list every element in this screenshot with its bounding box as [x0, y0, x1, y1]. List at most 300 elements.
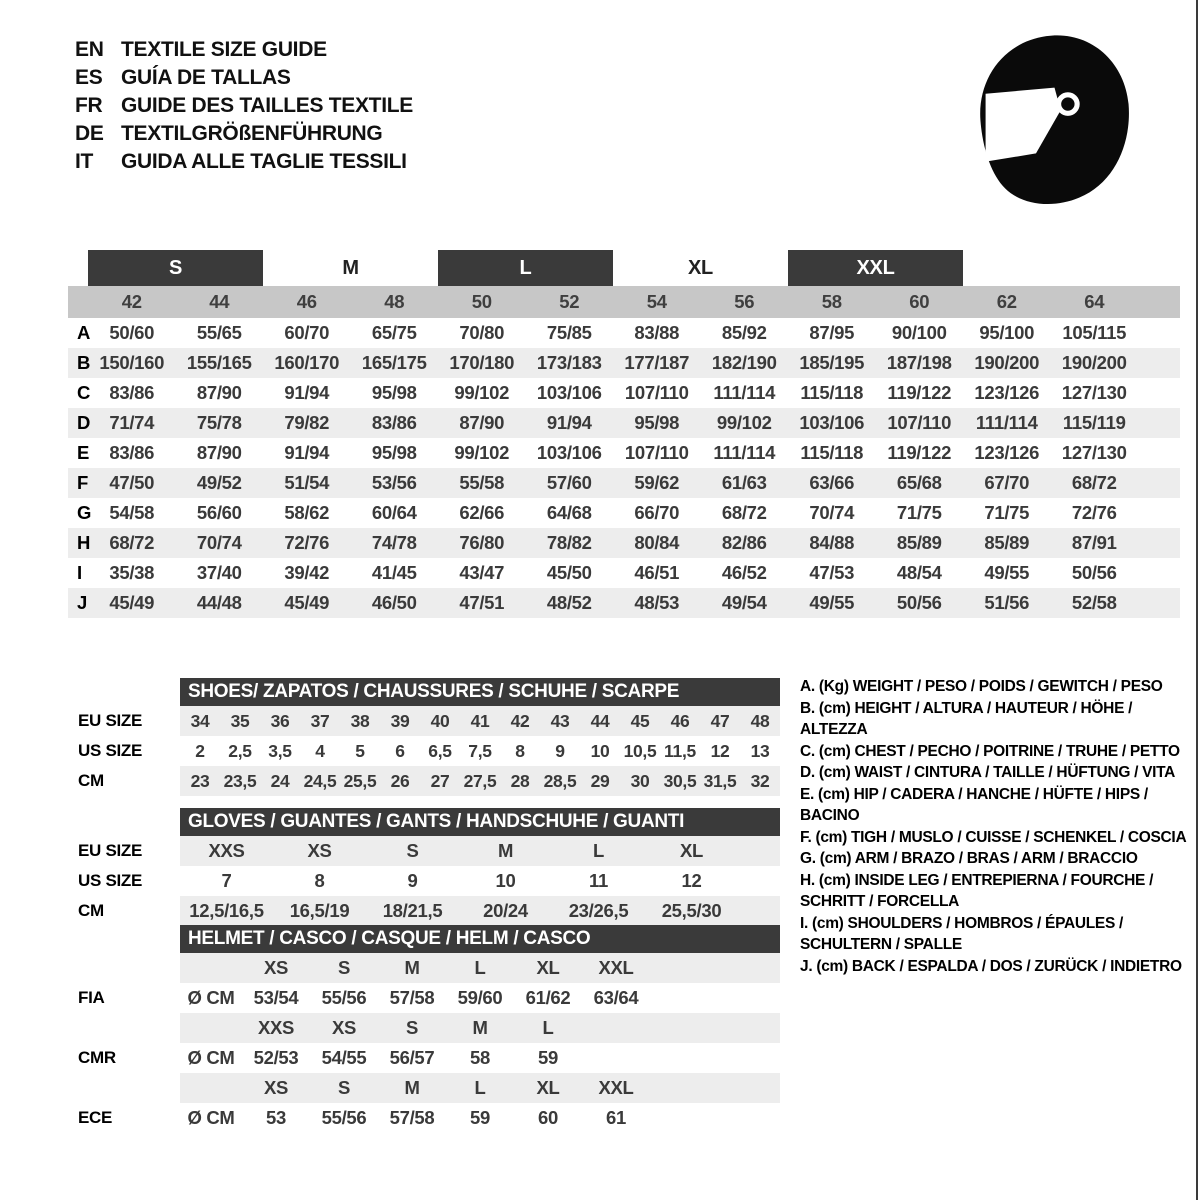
measurement-value: 85/89 — [896, 532, 942, 553]
measurement-value: 76/80 — [459, 532, 505, 553]
measurement-value: 87/95 — [809, 322, 855, 343]
value-cell: 59/60 — [457, 987, 503, 1008]
helmet-sizes-fia-values — [180, 953, 780, 983]
measurement-value: 90/100 — [891, 322, 947, 343]
measurement-row-b — [68, 348, 1180, 378]
measurement-value: 111/114 — [713, 442, 776, 463]
measurement-value: 103/106 — [536, 382, 602, 403]
value-cell: 24,5 — [303, 770, 337, 791]
value-cell: 23,5 — [223, 770, 257, 791]
measurement-value: 70/80 — [459, 322, 505, 343]
measurement-value: 54/58 — [109, 502, 155, 523]
value-cell: XS — [307, 840, 332, 861]
measurement-row-c — [68, 378, 1180, 408]
measurement-value: 123/126 — [974, 442, 1040, 463]
value-cell: 13 — [750, 740, 770, 761]
value-cell: 2 — [195, 740, 205, 761]
helmet-sizes-fia — [68, 953, 780, 983]
measurement-value: 62/66 — [459, 502, 505, 523]
measurement-value: 107/110 — [624, 442, 689, 463]
measurement-value: 99/102 — [454, 382, 510, 403]
value-cell: 55/56 — [321, 1107, 367, 1128]
legend-item-h: H. (cm) INSIDE LEG / ENTREPIERNA / FOURCHE / SCHRITT / FORCELLA — [800, 871, 1154, 910]
legend-item-f: F. (cm) TIGH / MUSLO / CUISSE / SCHENKEL / COSCIA — [800, 828, 1187, 846]
measurement-value: 50/60 — [109, 322, 155, 343]
value-cell: S — [405, 1017, 419, 1038]
value-cell: 9 — [407, 870, 418, 891]
value-cell: 53/54 — [253, 987, 299, 1008]
textile-size-table — [68, 250, 1180, 618]
row-letter-c: C — [77, 382, 91, 403]
measurement-value: 185/195 — [799, 352, 865, 373]
helmet-table — [68, 925, 780, 1133]
measurement-value: 87/90 — [459, 412, 505, 433]
measurement-row-e — [68, 438, 1180, 468]
legend-item-a: A. (Kg) WEIGHT / PESO / POIDS / GEWITCH / PESO — [800, 678, 1163, 695]
size-group-xxl: XXL — [788, 250, 963, 286]
helmet-values-fia-values — [180, 983, 780, 1013]
value-cell: 45 — [630, 710, 650, 731]
measurement-value: 39/42 — [284, 562, 330, 583]
value-cell: 11,5 — [664, 740, 696, 761]
band-spacer — [68, 286, 88, 318]
measurement-value: 59/62 — [634, 472, 680, 493]
helmet-values-ece-unit: Ø CM — [187, 1107, 235, 1128]
value-cell: 6,5 — [428, 740, 452, 761]
page-title-fr: GUIDE DES TAILLES TEXTILE — [121, 94, 413, 117]
lang-code: FR — [75, 94, 103, 117]
measurement-rows — [68, 318, 1180, 618]
gloves-table — [68, 808, 780, 926]
helmet-values-fia-label: FIA — [78, 988, 105, 1007]
value-cell: 2,5 — [228, 740, 252, 761]
value-cell: 12 — [681, 870, 702, 891]
size-group-s: S — [88, 250, 263, 286]
shoes-row — [68, 706, 780, 736]
legend-item-c: C. (cm) CHEST / PECHO / POITRINE / TRUHE / PETTO — [800, 742, 1180, 760]
measurement-value: 49/55 — [984, 562, 1030, 583]
helmet-values-ece-label: ECE — [78, 1108, 113, 1127]
shoes-row-values — [180, 706, 780, 736]
lang-row-it — [75, 148, 413, 176]
value-cell: 7,5 — [468, 740, 492, 761]
measurement-value: 190/200 — [974, 352, 1040, 373]
helmet-sizes-fia-label — [68, 953, 180, 983]
measurement-value: 70/74 — [809, 502, 855, 523]
measurement-value: 79/82 — [284, 412, 330, 433]
value-cell: 63/64 — [593, 987, 639, 1008]
value-cell: 57/58 — [389, 1107, 435, 1128]
lang-row-en — [75, 36, 413, 64]
measurement-value: 41/45 — [371, 562, 417, 583]
measurement-value: 64/68 — [546, 502, 592, 523]
measurement-value: 37/40 — [196, 562, 242, 583]
lang-row-fr — [75, 92, 413, 120]
measurement-value: 60/70 — [284, 322, 330, 343]
measurement-value: 119/122 — [887, 442, 952, 463]
value-cell: S — [337, 1077, 351, 1098]
value-cell: XXL — [598, 957, 634, 978]
value-cell: 10 — [495, 870, 516, 891]
gloves-table-title: GLOVES / GUANTES / GANTS / HANDSCHUHE / GUANTI — [180, 808, 780, 836]
value-cell: M — [404, 957, 420, 978]
value-cell: 32 — [750, 770, 770, 791]
value-cell: 12 — [710, 740, 730, 761]
gloves-row-values — [180, 836, 780, 866]
value-cell: L — [474, 957, 486, 978]
helmet-sizes-cmr-values — [180, 1013, 780, 1043]
value-cell: 7 — [221, 870, 232, 891]
size-column-60: 60 — [909, 291, 930, 312]
measurement-value: 111/114 — [975, 412, 1038, 433]
shoes-row-values — [180, 766, 780, 796]
measurement-value: 155/165 — [186, 352, 252, 373]
value-cell: XL — [536, 1077, 560, 1098]
measurement-value: 83/86 — [371, 412, 417, 433]
value-cell: XS — [331, 1017, 357, 1038]
measurement-value: 87/90 — [196, 382, 242, 403]
measurement-value: 63/66 — [809, 472, 855, 493]
value-cell: 34 — [190, 710, 210, 731]
value-cell: 59 — [470, 1107, 490, 1128]
measurement-value: 53/56 — [371, 472, 417, 493]
measurement-value: 75/85 — [546, 322, 592, 343]
row-letter-d: D — [77, 412, 91, 433]
row-letter-a: A — [77, 322, 91, 343]
gloves-rows — [68, 836, 780, 926]
measurement-value: 173/183 — [536, 352, 602, 373]
value-cell: 28 — [510, 770, 530, 791]
legend-item-d: D. (cm) WAIST / CINTURA / TAILLE / HÜFTUNG / VITA — [800, 764, 1176, 781]
value-cell: 29 — [590, 770, 610, 791]
size-column-44: 44 — [209, 291, 230, 312]
helmet-sizes-fia-unit — [180, 953, 242, 983]
row-letter-j: J — [77, 592, 87, 613]
lang-code: DE — [75, 122, 104, 145]
helmet-sizes-cmr — [68, 1013, 780, 1043]
value-cell: 31,5 — [703, 770, 737, 791]
measurement-row-h — [68, 528, 1180, 558]
value-cell: 8 — [515, 740, 525, 761]
measurement-value: 55/65 — [196, 322, 242, 343]
value-cell: L — [592, 840, 604, 861]
shoes-table-title: SHOES/ ZAPATOS / CHAUSSURES / SCHUHE / SCARPE — [180, 678, 780, 706]
measurement-value: 177/187 — [624, 352, 690, 373]
measurement-value: 68/72 — [721, 502, 767, 523]
helmet-table-title: HELMET / CASCO / CASQUE / HELM / CASCO — [180, 925, 780, 953]
measurement-value: 85/92 — [721, 322, 767, 343]
measurement-value: 75/78 — [196, 412, 242, 433]
language-title-list — [75, 36, 413, 176]
measurement-value: 107/110 — [624, 382, 689, 403]
helmet-values-cmr-values — [180, 1043, 780, 1073]
value-cell: 47 — [710, 710, 730, 731]
lang-row-es — [75, 64, 413, 92]
shoes-row-label: US SIZE — [78, 741, 143, 760]
measurement-value: 51/56 — [984, 592, 1030, 613]
value-cell: 56/57 — [389, 1047, 435, 1068]
value-cell: 46 — [670, 710, 690, 731]
row-letter-i: I — [77, 562, 82, 583]
measurement-value: 170/180 — [449, 352, 515, 373]
value-cell: 8 — [314, 870, 325, 891]
value-cell: 6 — [395, 740, 405, 761]
shoes-row — [68, 736, 780, 766]
measurement-value: 160/170 — [274, 352, 340, 373]
measurement-value: 70/74 — [196, 532, 242, 553]
legend-item-b: B. (cm) HEIGHT / ALTURA / HAUTEUR / HÖHE / ALTEZZA — [800, 699, 1133, 738]
lang-row-de — [75, 120, 413, 148]
measurement-value: 35/38 — [109, 562, 155, 583]
size-group-xl: XL — [688, 256, 713, 279]
page-title-es: GUÍA DE TALLAS — [121, 66, 291, 89]
measurement-value: 85/89 — [984, 532, 1030, 553]
measurement-value: 48/52 — [546, 592, 592, 613]
measurement-value: 49/55 — [809, 592, 855, 613]
page-title: TEXTILE SIZE GUIDE — [121, 38, 327, 61]
measurement-value: 87/91 — [1071, 532, 1117, 553]
row-letter-e: E — [77, 442, 90, 463]
measurement-value: 95/98 — [371, 382, 417, 403]
measurement-value: 56/60 — [196, 502, 242, 523]
size-column-62: 62 — [996, 291, 1017, 312]
value-cell: 36 — [270, 710, 290, 731]
measurement-value: 49/54 — [721, 592, 767, 613]
measurement-value: 47/53 — [809, 562, 855, 583]
size-group-header-row — [68, 250, 1180, 286]
value-cell: 43 — [550, 710, 570, 731]
measurement-value: 46/52 — [721, 562, 767, 583]
value-cell: 35 — [230, 710, 250, 731]
measurement-value: 127/130 — [1061, 442, 1127, 463]
measurement-value: 103/106 — [536, 442, 602, 463]
shoes-row-values — [180, 736, 780, 766]
legend-item-i: I. (cm) SHOULDERS / HOMBROS / ÉPAULES / SCHULTERN / SPALLE — [800, 914, 1124, 953]
size-column-64: 64 — [1084, 291, 1105, 312]
size-column-48: 48 — [384, 291, 405, 312]
value-cell: 57/58 — [389, 987, 435, 1008]
shoes-row-label: CM — [78, 771, 104, 790]
size-group-m: M — [342, 256, 359, 279]
measurement-value: 115/118 — [800, 442, 864, 463]
value-cell: 27 — [430, 770, 450, 791]
measurement-value: 150/160 — [99, 352, 165, 373]
measurement-value: 52/58 — [1071, 592, 1117, 613]
page-edge-line — [1196, 0, 1198, 1200]
value-cell: 61 — [606, 1107, 626, 1128]
lang-code: IT — [75, 150, 94, 173]
value-cell: 30,5 — [663, 770, 697, 791]
legend-item-j: J. (cm) BACK / ESPALDA / DOS / ZURÜCK / INDIETRO — [800, 957, 1182, 975]
value-cell: S — [406, 840, 419, 861]
helmet-values-fia — [68, 983, 780, 1013]
measurement-value: 87/90 — [196, 442, 242, 463]
value-cell: 25,5 — [343, 770, 377, 791]
measurement-value: 115/119 — [1062, 412, 1126, 433]
size-column-56: 56 — [734, 291, 755, 312]
measurement-value: 190/200 — [1061, 352, 1127, 373]
value-cell: XXS — [208, 840, 245, 861]
measurement-value: 95/100 — [979, 322, 1035, 343]
value-cell: 28,5 — [543, 770, 577, 791]
measurement-value: 127/130 — [1061, 382, 1127, 403]
measurement-row-i — [68, 558, 1180, 588]
value-cell: L — [474, 1077, 486, 1098]
measurement-value: 91/94 — [284, 442, 330, 463]
measurement-value: 57/60 — [546, 472, 592, 493]
value-cell: 48 — [750, 710, 770, 731]
legend-item-g: G. (cm) ARM / BRAZO / BRAS / ARM / BRACCIO — [800, 850, 1138, 867]
measurement-value: 65/68 — [896, 472, 942, 493]
helmet-sizes-ece-label — [68, 1073, 180, 1103]
value-cell: XL — [679, 840, 704, 861]
measurement-value: 65/75 — [371, 322, 417, 343]
measurement-value: 95/98 — [634, 412, 680, 433]
helmet-sizes-ece-values — [180, 1073, 780, 1103]
measurement-value: 119/122 — [887, 382, 952, 403]
helmet-values-cmr-unit: Ø CM — [187, 1047, 235, 1068]
row-letter-h: H — [77, 532, 91, 553]
row-letter-g: G — [77, 502, 92, 523]
size-column-50: 50 — [471, 291, 492, 312]
measurement-value: 72/76 — [284, 532, 330, 553]
value-cell: 59 — [538, 1047, 558, 1068]
value-cell: 55/56 — [321, 987, 367, 1008]
value-cell: M — [404, 1077, 420, 1098]
value-cell: L — [542, 1017, 554, 1038]
measurement-value: 46/50 — [371, 592, 417, 613]
value-cell: XXS — [257, 1017, 295, 1038]
value-cell: 12,5/16,5 — [189, 900, 264, 921]
measurement-value: 115/118 — [800, 382, 864, 403]
gloves-row-values — [180, 866, 780, 896]
value-cell: 41 — [470, 710, 490, 731]
measurement-value: 71/75 — [896, 502, 942, 523]
gloves-row-label: US SIZE — [78, 871, 143, 890]
value-cell: 54/55 — [321, 1047, 367, 1068]
measurement-legend — [800, 676, 1188, 977]
helmet-values-cmr-label: CMR — [78, 1048, 116, 1067]
gloves-row-label: EU SIZE — [78, 841, 143, 860]
value-cell: 9 — [555, 740, 565, 761]
helmet-values-fia-unit: Ø CM — [187, 987, 235, 1008]
value-cell: 18/21,5 — [382, 900, 443, 921]
value-cell: 23/26,5 — [568, 900, 629, 921]
value-cell: 40 — [430, 710, 450, 731]
value-cell: 10 — [590, 740, 610, 761]
value-cell: 58 — [470, 1047, 490, 1068]
measurement-value: 91/94 — [546, 412, 592, 433]
measurement-value: 165/175 — [361, 352, 427, 373]
measurement-value: 74/78 — [371, 532, 417, 553]
size-column-52: 52 — [559, 291, 580, 312]
measurement-value: 99/102 — [454, 442, 510, 463]
gloves-row — [68, 896, 780, 926]
shoes-row — [68, 766, 780, 796]
value-cell: 61/62 — [525, 987, 571, 1008]
measurement-value: 66/70 — [634, 502, 680, 523]
value-cell: 4 — [315, 740, 325, 761]
measurement-value: 123/126 — [974, 382, 1040, 403]
measurement-value: 68/72 — [1071, 472, 1117, 493]
value-cell: XL — [536, 957, 560, 978]
size-column-58: 58 — [821, 291, 842, 312]
measurement-row-f — [68, 468, 1180, 498]
value-cell: XS — [263, 957, 289, 978]
measurement-row-g — [68, 498, 1180, 528]
gloves-row — [68, 836, 780, 866]
measurement-value: 50/56 — [1071, 562, 1117, 583]
measurement-value: 55/58 — [459, 472, 505, 493]
value-cell: 25,5/30 — [661, 900, 722, 921]
measurement-value: 83/86 — [109, 442, 155, 463]
helmet-sizes-cmr-unit — [180, 1013, 242, 1043]
helmet-values-ece — [68, 1103, 780, 1133]
measurement-value: 83/86 — [109, 382, 155, 403]
value-cell: 11 — [589, 870, 608, 891]
measurement-value: 111/114 — [713, 382, 776, 403]
value-cell: M — [472, 1017, 488, 1038]
value-cell: 5 — [355, 740, 365, 761]
value-cell: 60 — [538, 1107, 558, 1128]
measurement-value: 48/53 — [634, 592, 680, 613]
measurement-value: 47/51 — [459, 592, 505, 613]
shoes-rows — [68, 706, 780, 796]
value-cell: M — [497, 840, 514, 861]
value-cell: 30 — [630, 770, 650, 791]
measurement-value: 84/88 — [809, 532, 855, 553]
measurement-value: 44/48 — [196, 592, 242, 613]
gloves-row-values — [180, 896, 780, 926]
measurement-value: 45/49 — [109, 592, 155, 613]
racing-helmet-icon — [972, 30, 1137, 210]
shoes-table — [68, 678, 780, 796]
value-cell: 44 — [590, 710, 610, 731]
measurement-value: 187/198 — [886, 352, 952, 373]
row-letter-b: B — [77, 352, 91, 373]
size-column-46: 46 — [296, 291, 317, 312]
row-letter-f: F — [77, 472, 89, 493]
measurement-row-a — [68, 318, 1180, 348]
page-title-it: GUIDA ALLE TAGLIE TESSILI — [121, 150, 407, 173]
shoes-row-label: EU SIZE — [78, 711, 143, 730]
measurement-value: 43/47 — [459, 562, 505, 583]
value-cell: 53 — [266, 1107, 286, 1128]
value-cell: 27,5 — [463, 770, 497, 791]
value-cell: 16,5/19 — [289, 900, 350, 921]
helmet-sizes-ece — [68, 1073, 780, 1103]
measurement-value: 60/64 — [371, 502, 417, 523]
value-cell: XS — [263, 1077, 289, 1098]
value-cell: 24 — [270, 770, 290, 791]
value-cell: 20/24 — [483, 900, 528, 921]
value-cell: 37 — [310, 710, 330, 731]
helmet-values-ece-values — [180, 1103, 780, 1133]
size-column-54: 54 — [646, 291, 667, 312]
value-cell: 3,5 — [268, 740, 292, 761]
measurement-value: 47/50 — [109, 472, 155, 493]
legend-item-e: E. (cm) HIP / CADERA / HANCHE / HÜFTE / HIPS / BACINO — [800, 785, 1148, 824]
gloves-row-label: CM — [78, 901, 104, 920]
measurement-value: 91/94 — [284, 382, 330, 403]
measurement-value: 67/70 — [984, 472, 1030, 493]
measurement-value: 51/54 — [284, 472, 330, 493]
value-cell: S — [337, 957, 351, 978]
value-cell: 38 — [350, 710, 370, 731]
measurement-value: 107/110 — [887, 412, 952, 433]
page-title-de: TEXTILGRÖßENFÜHRUNG — [121, 122, 383, 145]
measurement-value: 105/115 — [1062, 322, 1127, 343]
